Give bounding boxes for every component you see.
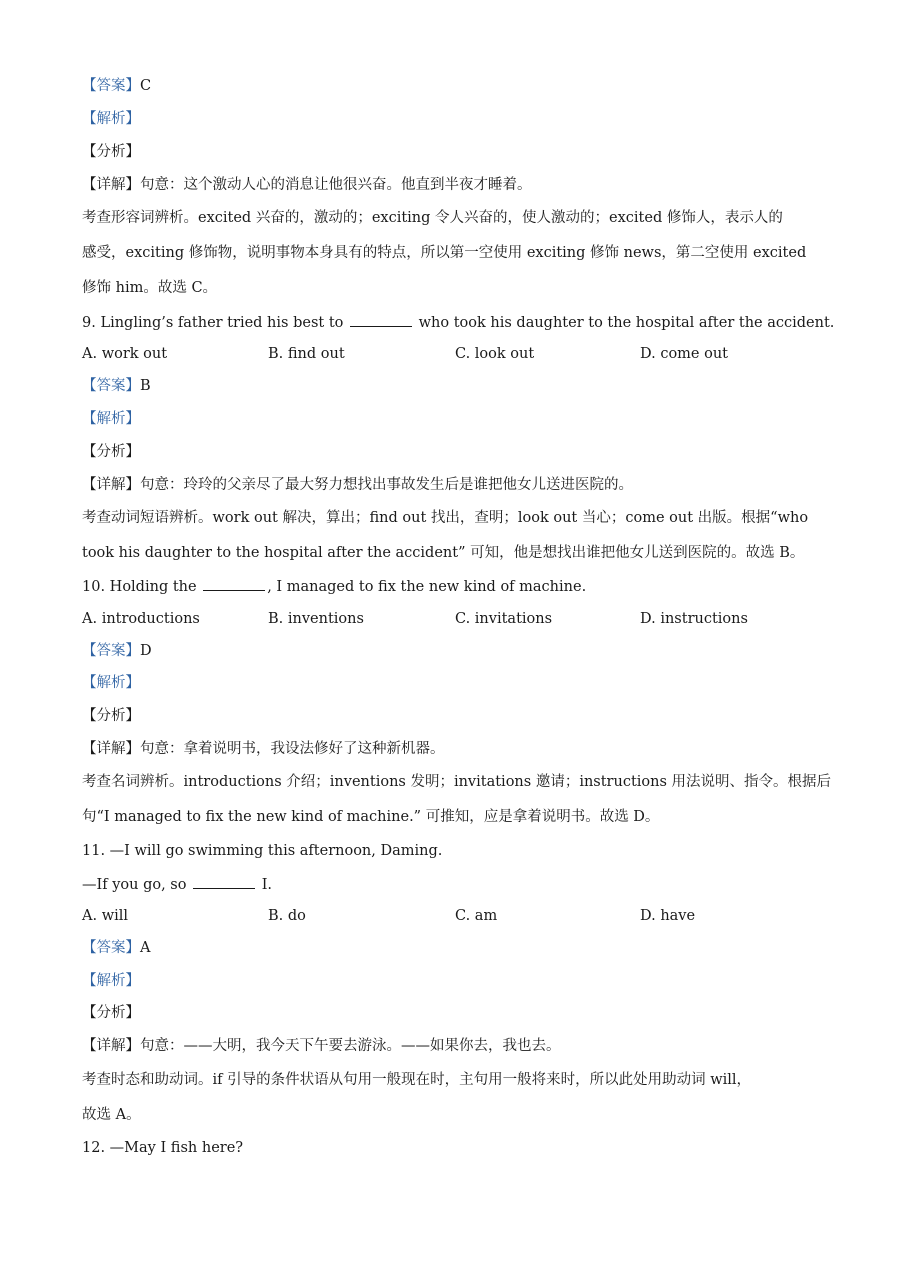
answer-value: A <box>140 940 151 956</box>
q11-option-b: B. do <box>268 908 306 924</box>
q10-option-b: B. inventions <box>268 611 364 627</box>
q10-option-a: A. introductions <box>82 611 200 627</box>
q9-analysis-tag: 【解析】 <box>82 411 140 427</box>
q11-option-c: C. am <box>455 908 498 924</box>
q9-explanation-1: 考查动词短语辨析。work out 解决，算出；find out 找出，查明；look out 当心；come out 出版。根据“who <box>82 510 809 526</box>
q9-option-c: C. look out <box>455 346 535 362</box>
stem-text: who took his daughter to the hospital after the accident. <box>418 315 835 331</box>
q10-stem <box>82 576 586 597</box>
answer-tag: 【答案】 <box>82 378 140 394</box>
answer-tag: 【答案】 <box>82 643 140 659</box>
q11-fenxi: 【分析】 <box>82 1005 140 1021</box>
q9-option-d: D. come out <box>640 346 729 362</box>
q11-stem-2 <box>82 874 272 895</box>
q11-option-d: D. have <box>640 908 696 924</box>
answer-tag: 【答案】 <box>82 940 140 956</box>
stem-text: 10. Holding the <box>82 579 197 595</box>
q9-answer <box>82 376 151 396</box>
answer-value: D <box>140 643 152 659</box>
q8-explanation-3: 修饰 him。故选 C。 <box>82 280 218 296</box>
q9-option-b: B. find out <box>268 346 345 362</box>
answer-value: C <box>140 78 152 94</box>
q8-answer <box>82 76 151 96</box>
stem-text: , I managed to fix the new kind of machine. <box>267 579 587 595</box>
q8-explanation-1: 考查形容词辨析。excited 兴奋的，激动的；exciting 令人兴奋的，使人激动的；excited 修饰人，表示人的 <box>82 210 783 226</box>
q9-explanation-2: took his daughter to the hospital after the accident” 可知，他是想找出谁把他女儿送到医院的。故选 B。 <box>82 545 805 561</box>
q10-explanation-2: 句“I managed to fix the new kind of machine.” 可推知，应是拿着说明书。故选 D。 <box>82 809 660 825</box>
q12-stem: 12. —May I fish here? <box>82 1140 244 1156</box>
answer-value: B <box>140 378 151 394</box>
stem-text: I. <box>261 877 273 893</box>
answer-blank <box>203 576 265 591</box>
q9-stem <box>82 312 834 333</box>
q9-option-a: A. work out <box>82 346 168 362</box>
q11-answer <box>82 938 150 958</box>
q9-detail: 【详解】句意：玲玲的父亲尽了最大努力想找出事故发生后是谁把他女儿送进医院的。 <box>82 477 633 493</box>
q11-stem-1: 11. —I will go swimming this afternoon, Daming. <box>82 843 443 859</box>
q11-explanation-2: 故选 A。 <box>82 1107 141 1123</box>
answer-blank <box>350 312 412 327</box>
q10-fenxi: 【分析】 <box>82 708 140 724</box>
q10-option-d: D. instructions <box>640 611 748 627</box>
q9-fenxi: 【分析】 <box>82 444 140 460</box>
q11-analysis-tag: 【解析】 <box>82 973 140 989</box>
q10-detail: 【详解】句意：拿着说明书，我设法修好了这种新机器。 <box>82 741 445 757</box>
q10-answer <box>82 641 152 661</box>
q8-explanation-2: 感受，exciting 修饰物，说明事物本身具有的特点，所以第一空使用 exciting 修饰 news，第二空使用 excited <box>82 245 807 261</box>
stem-text: 9. Lingling’s father tried his best to <box>82 315 344 331</box>
q8-analysis-tag: 【解析】 <box>82 111 140 127</box>
q10-analysis-tag: 【解析】 <box>82 675 140 691</box>
q10-explanation-1: 考查名词辨析。introductions 介绍；inventions 发明；invitations 邀请；instructions 用法说明、指令。根据后 <box>82 774 832 790</box>
q11-explanation-1: 考查时态和助动词。if 引导的条件状语从句用一般现在时，主句用一般将来时，所以此处用助动词 will， <box>82 1072 752 1088</box>
q11-option-a: A. will <box>82 908 129 924</box>
answer-blank <box>193 874 255 889</box>
answer-tag: 【答案】 <box>82 78 140 94</box>
q8-fenxi: 【分析】 <box>82 144 140 160</box>
q8-detail: 【详解】句意：这个激动人心的消息让他很兴奋。他直到半夜才睡着。 <box>82 177 532 193</box>
stem-text: —If you go, so <box>82 877 187 893</box>
q11-detail: 【详解】句意：——大明，我今天下午要去游泳。——如果你去，我也去。 <box>82 1038 561 1054</box>
q10-option-c: C. invitations <box>455 611 553 627</box>
